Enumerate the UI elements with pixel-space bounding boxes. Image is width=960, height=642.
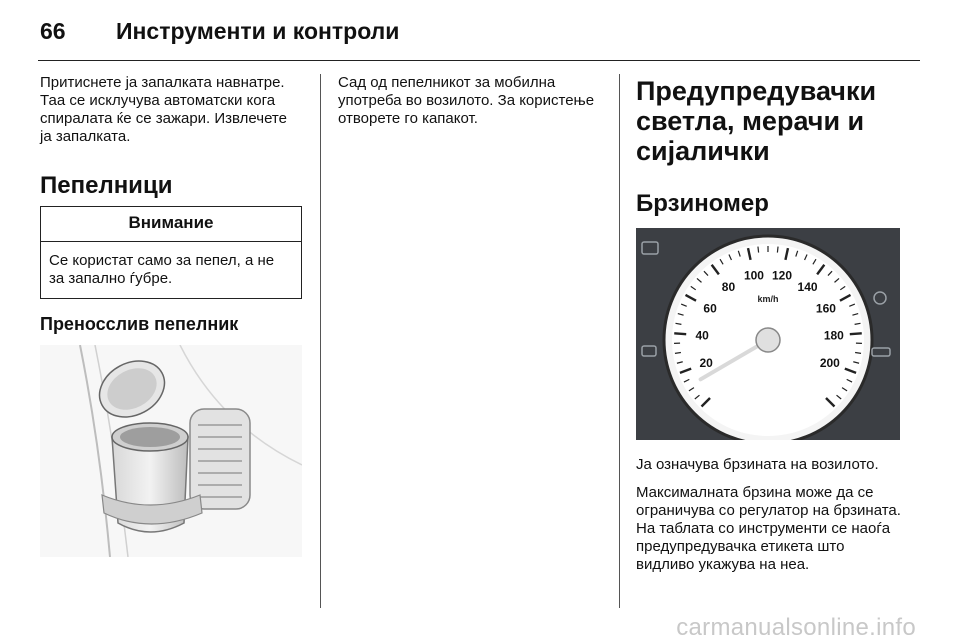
speed-label: 140	[797, 280, 818, 295]
watermark: carmanualsonline.info	[676, 614, 916, 641]
column-left	[40, 74, 302, 557]
needle-hub	[756, 328, 780, 352]
speed-tick	[675, 353, 681, 354]
notice-heading: Внимание	[41, 207, 301, 242]
speed-label: 40	[695, 328, 709, 343]
notice-text: Се користат само за пепел, а не за запално ѓубре.	[49, 252, 275, 287]
ashtrays-heading: Пепелници	[40, 172, 173, 199]
door-icon	[642, 346, 656, 356]
column-divider-1	[320, 74, 321, 608]
speed-label: 160	[815, 301, 836, 316]
ashtray-drawing	[40, 345, 302, 557]
speed-label: 120	[772, 268, 793, 283]
speed-tick	[850, 333, 862, 334]
speed-label: 180	[823, 328, 844, 343]
speed-tick	[777, 247, 778, 253]
speed-label: 200	[819, 356, 840, 371]
speed-unit-label: km/h	[757, 294, 779, 304]
page-number: 66	[40, 17, 66, 44]
portable-ashtray-illustration	[40, 345, 302, 557]
speedometer-illustration	[636, 228, 900, 440]
fuel-icon	[642, 242, 658, 254]
ashtray-usage-text: Сад од пепелникот за мобилна употреба во возилото. За користење отворете го капакот.	[338, 74, 595, 127]
notice-box	[40, 206, 302, 299]
lighter-instructions: Притиснете ја запалката навнатре. Таа се исклучува автоматски кога спиралата ќе се зажари. Извлечете ја запалката.	[40, 74, 287, 145]
column-right	[636, 74, 902, 574]
speed-tick	[855, 353, 861, 354]
speedometer-heading: Брзиномер	[636, 190, 769, 217]
gas-icon	[872, 348, 890, 356]
header-rule	[38, 60, 920, 61]
speed-label: 80	[721, 280, 736, 295]
tyre-pressure-icon	[874, 292, 886, 304]
speed-label: 100	[743, 268, 764, 283]
column-divider-2	[619, 74, 620, 608]
warning-lights-heading: Предупредувачки светла, мерачи и сијалички	[636, 76, 877, 166]
speed-label: 60	[703, 301, 717, 316]
speed-tick	[674, 333, 686, 334]
speed-tick	[758, 247, 759, 253]
speed-limiter-text: Максималната брзина може да се ограничува со регулатор на брзината. На таблата со инструменти се наоѓа предупредувачка етикета што видливо укажува на неа.	[636, 484, 901, 573]
speed-label: 20	[699, 356, 713, 371]
column-middle	[338, 74, 600, 128]
speedometer-caption: Ја означува брзината на возилото.	[636, 456, 879, 473]
page-header	[40, 14, 920, 48]
portable-ashtray-heading: Преносслив пепелник	[40, 314, 239, 334]
page-title: Инструменти и контроли	[116, 17, 400, 44]
speedometer-gauge	[636, 228, 900, 440]
